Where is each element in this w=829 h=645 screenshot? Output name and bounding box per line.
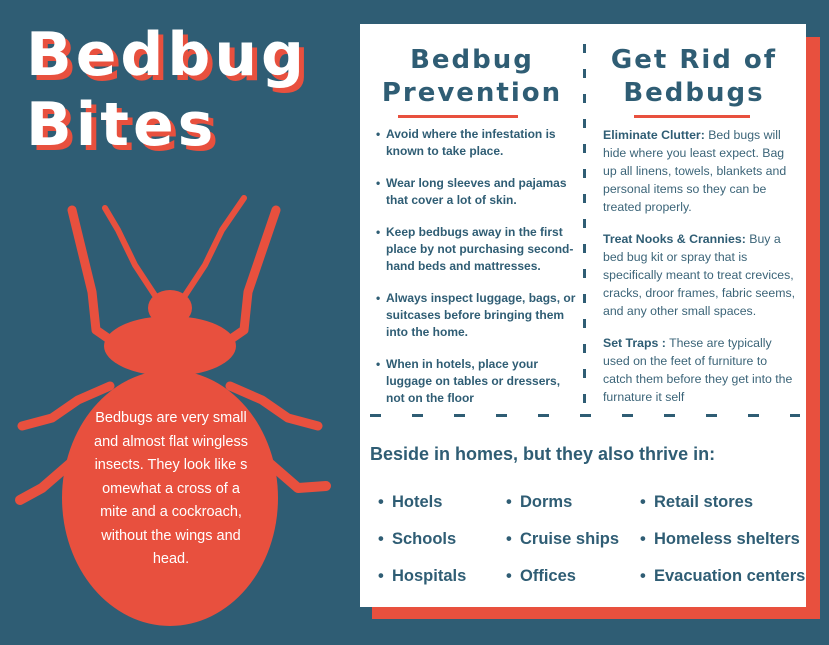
column-divider bbox=[583, 44, 586, 404]
prevention-item: • Avoid where the infestation is known to take place. bbox=[376, 126, 576, 160]
get-rid-underline bbox=[634, 115, 750, 118]
place-item: • Hospitals bbox=[378, 567, 466, 586]
get-rid-item-text: Buy a bed bug kit or spray that is specifically meant to treat crevices, cracks, droor frames, fabric seems, and any other small spaces. bbox=[603, 232, 796, 318]
prevention-item: • Keep bedbugs away in the first place by not purchasing second-hand beds and mattresses. bbox=[376, 224, 576, 275]
prevention-item: • Always inspect luggage, bags, or suitcases before bringing them into the home. bbox=[376, 290, 576, 341]
get-rid-item bbox=[603, 230, 798, 320]
places-grid bbox=[378, 493, 806, 603]
place-item: • Dorms bbox=[506, 493, 572, 512]
place-item: • Retail stores bbox=[640, 493, 753, 512]
page-title bbox=[26, 20, 308, 160]
bug-description: Bedbugs are very small and almost flat wingless insects. They look like s omewhat a cross of a mite and a cockroach, without the wings and head. bbox=[94, 410, 248, 567]
section-divider bbox=[370, 414, 800, 417]
get-rid-item-label: Treat Nooks & Crannies: bbox=[603, 232, 746, 246]
title-line-2: Bites bbox=[26, 90, 218, 160]
place-item: • Offices bbox=[506, 567, 576, 586]
get-rid-item-text: Bed bugs will hide where you least expect. Bag up all linens, towels, blankets and personal items so they can be treated properly. bbox=[603, 128, 787, 214]
get-rid-item-text: These are typically used on the feet of furniture to catch them before they get into the furnature it self bbox=[603, 336, 793, 404]
place-item: • Homeless shelters bbox=[640, 530, 800, 549]
prevention-heading: Bedbug Prevention bbox=[381, 45, 563, 108]
info-card bbox=[360, 24, 806, 607]
place-item: • Cruise ships bbox=[506, 530, 619, 549]
title-line-1: Bedbug bbox=[26, 20, 308, 90]
prevention-list bbox=[376, 126, 576, 422]
place-item: • Schools bbox=[378, 530, 456, 549]
prevention-underline bbox=[398, 115, 518, 118]
get-rid-list bbox=[603, 126, 798, 420]
get-rid-item bbox=[603, 334, 798, 406]
get-rid-item-label: Eliminate Clutter: bbox=[603, 128, 705, 142]
prevention-item: • Wear long sleeves and pajamas that cover a lot of skin. bbox=[376, 175, 576, 209]
get-rid-item bbox=[603, 126, 798, 216]
thrive-title: Beside in homes, but they also thrive in: bbox=[370, 444, 716, 464]
place-item: • Evacuation centers bbox=[640, 567, 805, 586]
place-item: • Hotels bbox=[378, 493, 442, 512]
get-rid-heading: Get Rid of Bedbugs bbox=[610, 45, 778, 108]
prevention-item: • When in hotels, place your luggage on tables or dressers, not on the floor bbox=[376, 356, 576, 407]
get-rid-item-label: Set Traps : bbox=[603, 336, 666, 350]
